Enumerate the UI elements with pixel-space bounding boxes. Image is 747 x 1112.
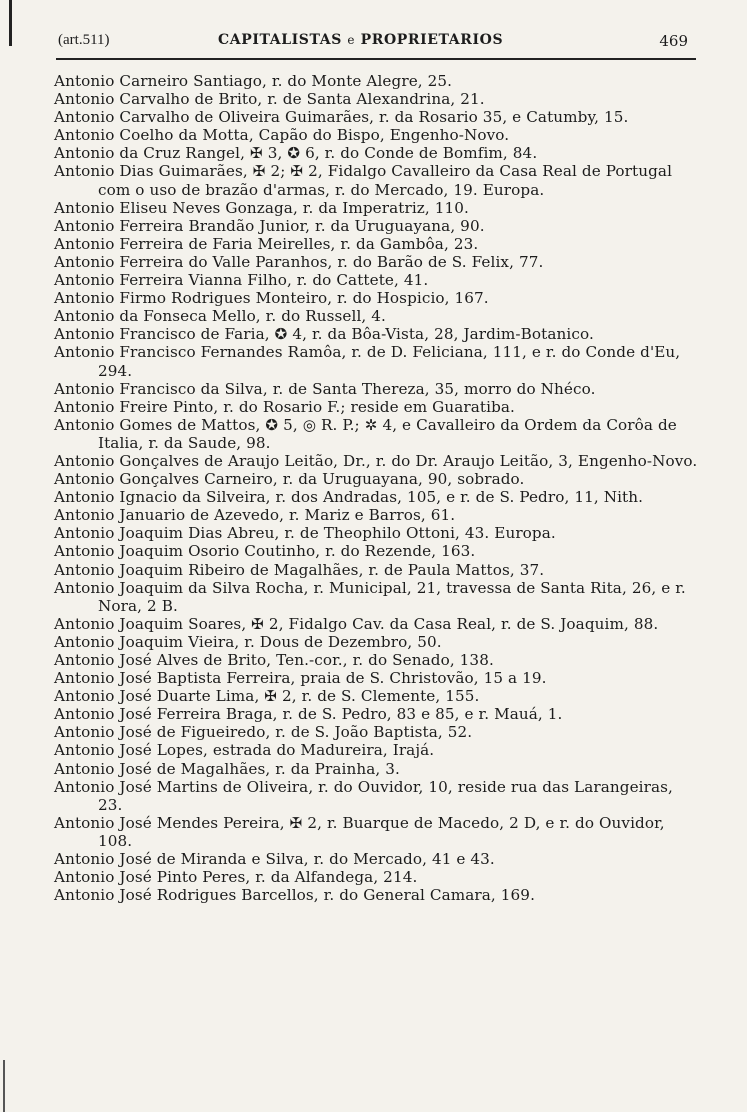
directory-entry: Antonio Ignacio da Silveira, r. dos Andradas, 105, e r. de S. Pedro, 11, Nith. — [54, 488, 644, 507]
header-rule — [56, 58, 696, 60]
directory-entry: Antonio Coelho da Motta, Capão do Bispo, Engenho-Novo. — [54, 126, 510, 145]
directory-entry: Antonio José Pinto Peres, r. da Alfandega, 214. — [54, 868, 418, 887]
section-title-conjunction: e — [347, 33, 356, 47]
directory-entry: Antonio Gonçalves Carneiro, r. da Uruguayana, 90, sobrado. — [54, 470, 525, 489]
directory-entry: Antonio Ferreira Vianna Filho, r. do Cattete, 41. — [54, 271, 429, 290]
directory-entry: Antonio Joaquim da Silva Rocha, r. Municipal, 21, travessa de Santa Rita, 26, e r. Nora, 2 B. — [54, 578, 686, 615]
directory-entry: Antonio Carvalho de Brito, r. de Santa Alexandrina, 21. — [54, 90, 485, 109]
article-reference: (art.511) — [58, 32, 110, 48]
directory-entry: Antonio Joaquim Ribeiro de Magalhães, r. de Paula Mattos, 37. — [54, 560, 545, 579]
directory-entry: Antonio José Lopes, estrada do Madureira, Irajá. — [54, 741, 435, 760]
directory-entry: Antonio José de Miranda e Silva, r. do Mercado, 41 e 43. — [54, 850, 495, 869]
directory-entry: Antonio Januario de Azevedo, r. Mariz e Barros, 61. — [54, 506, 456, 525]
page-number: 469 — [659, 32, 688, 50]
directory-entry: Antonio da Fonseca Mello, r. do Russell, 4. — [54, 307, 386, 326]
directory-entry: Antonio Carvalho de Oliveira Guimarães, r. da Rosario 35, e Catumby, 15. — [54, 108, 629, 127]
directory-entry: Antonio Gonçalves de Araujo Leitão, Dr., r. do Dr. Araujo Leitão, 3, Engenho-Novo. — [54, 451, 698, 470]
directory-entry: Antonio Joaquim Vieira, r. Dous de Dezembro, 50. — [54, 632, 442, 651]
directory-entry: Antonio José de Figueiredo, r. de S. João Baptista, 52. — [54, 723, 473, 742]
page-edge-mark — [9, 0, 12, 46]
page-edge-mark-bottom — [3, 1060, 5, 1112]
directory-entry: Antonio Francisco Fernandes Ramôa, r. de D. Feliciana, 111, e r. do Conde d'Eu, 294. — [54, 343, 681, 380]
directory-entry: Antonio José Alves de Brito, Ten.-cor., r. do Senado, 138. — [54, 651, 494, 669]
directory-entry: Antonio José Rodrigues Barcellos, r. do General Camara, 169. — [54, 886, 536, 905]
directory-entry: Antonio Freire Pinto, r. do Rosario F.; reside em Guaratiba. — [54, 397, 515, 416]
directory-entry: Antonio José de Magalhães, r. da Prainha, 3. — [54, 759, 400, 778]
directory-entry: Antonio José Mendes Pereira, ✠ 2, r. Buarque de Macedo, 2 D, e r. do Ouvidor, 108. — [54, 813, 665, 850]
entry-list — [54, 72, 702, 904]
directory-entry: Antonio Firmo Rodrigues Monteiro, r. do Hospicio, 167. — [54, 289, 489, 308]
directory-entry: Antonio Francisco de Faria, ✪ 4, r. da Bôa-Vista, 28, Jardim-Botanico. — [54, 325, 594, 344]
running-header — [58, 30, 688, 54]
directory-entry: Antonio Joaquim Dias Abreu, r. de Theophilo Ottoni, 43. Europa. — [54, 524, 556, 543]
directory-entry: Antonio Carneiro Santiago, r. do Monte Alegre, 25. — [54, 72, 453, 90]
directory-entry: Antonio José Ferreira Braga, r. de S. Pedro, 83 e 85, e r. Mauá, 1. — [54, 705, 563, 724]
directory-entry: Antonio Eliseu Neves Gonzaga, r. da Imperatriz, 110. — [54, 198, 469, 217]
directory-entry: Antonio Dias Guimarães, ✠ 2; ✠ 2, Fidalgo Cavalleiro da Casa Real de Portugal com o uso de brazão d'armas, r. do Mercado, 19. Europa. — [54, 162, 673, 199]
section-title-part-b: PROPRIETARIOS — [360, 32, 504, 48]
directory-entry: Antonio Ferreira Brandão Junior, r. da Uruguayana, 90. — [54, 216, 485, 235]
section-title-part-a: CAPITALISTAS — [218, 32, 342, 48]
directory-entry: Antonio Ferreira de Faria Meirelles, r. da Gambôa, 23. — [54, 234, 479, 253]
section-title — [218, 32, 503, 48]
directory-entry: Antonio José Duarte Lima, ✠ 2, r. de S. Clemente, 155. — [54, 687, 480, 706]
directory-entry: Antonio Ferreira do Valle Paranhos, r. do Barão de S. Felix, 77. — [54, 252, 544, 271]
directory-entry: Antonio Joaquim Osorio Coutinho, r. do Rezende, 163. — [54, 542, 476, 561]
directory-entry: Antonio Joaquim Soares, ✠ 2, Fidalgo Cav. da Casa Real, r. de S. Joaquim, 88. — [54, 614, 659, 633]
directory-entry: Antonio José Martins de Oliveira, r. do Ouvidor, 10, reside rua das Larangeiras, 23. — [54, 777, 673, 814]
directory-entry: Antonio da Cruz Rangel, ✠ 3, ✪ 6, r. do Conde de Bomfim, 84. — [54, 144, 538, 163]
directory-entry: Antonio Francisco da Silva, r. de Santa Thereza, 35, morro do Nhéco. — [54, 379, 596, 398]
directory-entry: Antonio Gomes de Mattos, ✪ 5, ◎ R. P.; ✲ 4, e Cavalleiro da Ordem da Corôa de Italia, r. da Saude, 98. — [54, 415, 677, 452]
directory-entry: Antonio José Baptista Ferreira, praia de S. Christovão, 15 a 19. — [54, 669, 547, 688]
